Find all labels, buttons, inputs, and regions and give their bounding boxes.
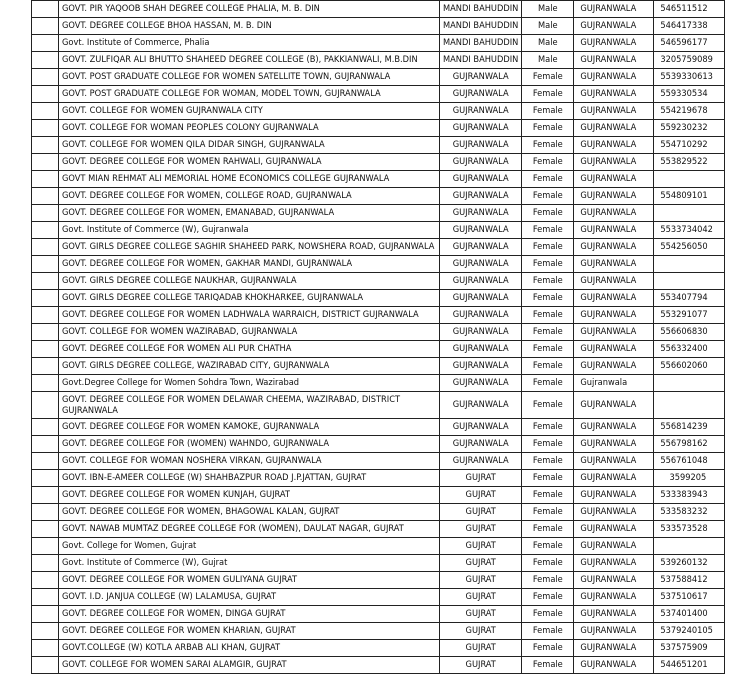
table-row <box>32 606 725 623</box>
table-row <box>32 392 725 419</box>
phone-cell <box>654 256 725 273</box>
row-index-cell <box>32 324 59 341</box>
table-row <box>32 555 725 572</box>
phone-cell: 556761048 <box>654 453 725 470</box>
phone-cell <box>654 205 725 222</box>
phone-cell: 539260132 <box>654 555 725 572</box>
region-cell: GUJRANWALA <box>574 555 654 572</box>
region-cell: GUJRANWALA <box>574 521 654 538</box>
row-index-cell <box>32 307 59 324</box>
gender-cell: Female <box>522 222 574 239</box>
district-cell: GUJRAT <box>440 606 522 623</box>
row-index-cell <box>32 273 59 290</box>
college-name-cell: Govt.Degree College for Women Sohdra Town, Wazirabad <box>59 375 440 392</box>
college-name-cell: GOVT. IBN-E-AMEER COLLEGE (W) SHAHBAZPUR ROAD J.P.JATTAN, GUJRAT <box>59 470 440 487</box>
college-name-cell: Govt. College for Women, Gujrat <box>59 538 440 555</box>
row-index-cell <box>32 572 59 589</box>
district-cell: GUJRANWALA <box>440 188 522 205</box>
row-index-cell <box>32 52 59 69</box>
gender-cell: Male <box>522 18 574 35</box>
region-cell: GUJRANWALA <box>574 256 654 273</box>
region-cell: GUJRANWALA <box>574 52 654 69</box>
row-index-cell <box>32 103 59 120</box>
region-cell: GUJRANWALA <box>574 86 654 103</box>
phone-cell: 554256050 <box>654 239 725 256</box>
table-row <box>32 657 725 674</box>
row-index-cell <box>32 419 59 436</box>
table-row <box>32 487 725 504</box>
table-row <box>32 239 725 256</box>
district-cell: GUJRANWALA <box>440 103 522 120</box>
gender-cell: Female <box>522 436 574 453</box>
gender-cell: Female <box>522 154 574 171</box>
phone-cell: 5533734042 <box>654 222 725 239</box>
region-cell: GUJRANWALA <box>574 205 654 222</box>
region-cell: GUJRANWALA <box>574 572 654 589</box>
table-row <box>32 341 725 358</box>
table-row <box>32 504 725 521</box>
table-row <box>32 436 725 453</box>
college-name-cell: GOVT. DEGREE COLLEGE FOR WOMEN KAMOKE, GUJRANWALA <box>59 419 440 436</box>
row-index-cell <box>32 606 59 623</box>
gender-cell: Female <box>522 657 574 674</box>
district-cell: GUJRAT <box>440 640 522 657</box>
college-name-cell: GOVT. DEGREE COLLEGE FOR WOMEN GULIYANA GUJRAT <box>59 572 440 589</box>
row-index-cell <box>32 504 59 521</box>
phone-cell: 537401400 <box>654 606 725 623</box>
phone-cell: 546417338 <box>654 18 725 35</box>
gender-cell: Female <box>522 623 574 640</box>
district-cell: GUJRANWALA <box>440 358 522 375</box>
row-index-cell <box>32 137 59 154</box>
region-cell: GUJRANWALA <box>574 154 654 171</box>
phone-cell: 544651201 <box>654 657 725 674</box>
gender-cell: Female <box>522 137 574 154</box>
row-index-cell <box>32 453 59 470</box>
gender-cell: Female <box>522 392 574 419</box>
gender-cell: Female <box>522 307 574 324</box>
phone-cell: 537575909 <box>654 640 725 657</box>
phone-cell: 537510617 <box>654 589 725 606</box>
gender-cell: Female <box>522 419 574 436</box>
district-cell: GUJRAT <box>440 521 522 538</box>
college-name-cell: GOVT. DEGREE COLLEGE FOR WOMEN, EMANABAD, GUJRANWALA <box>59 205 440 222</box>
region-cell: GUJRANWALA <box>574 504 654 521</box>
region-cell: GUJRANWALA <box>574 589 654 606</box>
region-cell: GUJRANWALA <box>574 623 654 640</box>
phone-cell: 554219678 <box>654 103 725 120</box>
college-name-cell: GOVT. DEGREE COLLEGE FOR WOMEN KHARIAN, GUJRAT <box>59 623 440 640</box>
table-row <box>32 623 725 640</box>
region-cell: Gujranwala <box>574 375 654 392</box>
gender-cell: Female <box>522 640 574 657</box>
district-cell: GUJRANWALA <box>440 375 522 392</box>
district-cell: GUJRANWALA <box>440 69 522 86</box>
gender-cell: Female <box>522 341 574 358</box>
row-index-cell <box>32 341 59 358</box>
college-name-cell: GOVT. DEGREE COLLEGE FOR WOMEN, COLLEGE ROAD, GUJRANWALA <box>59 188 440 205</box>
table-row <box>32 137 725 154</box>
table-row <box>32 419 725 436</box>
college-name-cell: GOVT. ZULFIQAR ALI BHUTTO SHAHEED DEGREE COLLEGE (B), PAKKIANWALI, M.B.DIN <box>59 52 440 69</box>
table-row <box>32 256 725 273</box>
table-row <box>32 1 725 18</box>
college-name-cell: GOVT. POST GRADUATE COLLEGE FOR WOMAN, MODEL TOWN, GUJRANWALA <box>59 86 440 103</box>
table-row <box>32 358 725 375</box>
gender-cell: Female <box>522 290 574 307</box>
district-cell: GUJRANWALA <box>440 419 522 436</box>
phone-cell: 556602060 <box>654 358 725 375</box>
district-cell: GUJRANWALA <box>440 436 522 453</box>
phone-cell: 533583232 <box>654 504 725 521</box>
region-cell: GUJRANWALA <box>574 120 654 137</box>
table-row <box>32 35 725 52</box>
district-cell: GUJRAT <box>440 657 522 674</box>
gender-cell: Female <box>522 572 574 589</box>
gender-cell: Female <box>522 375 574 392</box>
phone-cell <box>654 375 725 392</box>
table-row <box>32 453 725 470</box>
region-cell: GUJRANWALA <box>574 487 654 504</box>
gender-cell: Female <box>522 470 574 487</box>
region-cell: GUJRANWALA <box>574 453 654 470</box>
district-cell: GUJRANWALA <box>440 86 522 103</box>
region-cell: GUJRANWALA <box>574 222 654 239</box>
table-row <box>32 52 725 69</box>
row-index-cell <box>32 69 59 86</box>
district-cell: GUJRANWALA <box>440 273 522 290</box>
phone-cell: 533573528 <box>654 521 725 538</box>
row-index-cell <box>32 290 59 307</box>
table-row <box>32 154 725 171</box>
gender-cell: Female <box>522 205 574 222</box>
phone-cell: 559230232 <box>654 120 725 137</box>
gender-cell: Female <box>522 86 574 103</box>
row-index-cell <box>32 589 59 606</box>
district-cell: GUJRANWALA <box>440 341 522 358</box>
gender-cell: Female <box>522 171 574 188</box>
phone-cell: 554710292 <box>654 137 725 154</box>
college-name-cell: GOVT. GIRLS DEGREE COLLEGE TARIQADAB KHOKHARKEE, GUJRANWALA <box>59 290 440 307</box>
row-index-cell <box>32 256 59 273</box>
row-index-cell <box>32 375 59 392</box>
phone-cell: 553291077 <box>654 307 725 324</box>
row-index-cell <box>32 487 59 504</box>
college-name-cell: GOVT. DEGREE COLLEGE BHOA HASSAN, M. B. DIN <box>59 18 440 35</box>
gender-cell: Female <box>522 103 574 120</box>
row-index-cell <box>32 555 59 572</box>
district-cell: GUJRANWALA <box>440 120 522 137</box>
row-index-cell <box>32 392 59 419</box>
row-index-cell <box>32 188 59 205</box>
district-cell: MANDI BAHUDDIN <box>440 35 522 52</box>
region-cell: GUJRANWALA <box>574 307 654 324</box>
phone-cell <box>654 171 725 188</box>
gender-cell: Male <box>522 35 574 52</box>
region-cell: GUJRANWALA <box>574 358 654 375</box>
district-cell: GUJRANWALA <box>440 205 522 222</box>
gender-cell: Female <box>522 239 574 256</box>
district-cell: GUJRAT <box>440 470 522 487</box>
college-name-cell: GOVT. NAWAB MUMTAZ DEGREE COLLEGE FOR (WOMEN), DAULAT NAGAR, GUJRAT <box>59 521 440 538</box>
phone-cell: 556814239 <box>654 419 725 436</box>
college-name-cell: GOVT. GIRLS DEGREE COLLEGE SAGHIR SHAHEED PARK, NOWSHERA ROAD, GUJRANWALA <box>59 239 440 256</box>
region-cell: GUJRANWALA <box>574 436 654 453</box>
phone-cell: 537588412 <box>654 572 725 589</box>
region-cell: GUJRANWALA <box>574 290 654 307</box>
row-index-cell <box>32 436 59 453</box>
table-row <box>32 18 725 35</box>
district-cell: GUJRANWALA <box>440 222 522 239</box>
phone-cell: 546596177 <box>654 35 725 52</box>
table-row <box>32 171 725 188</box>
row-index-cell <box>32 538 59 555</box>
region-cell: GUJRANWALA <box>574 392 654 419</box>
row-index-cell <box>32 222 59 239</box>
gender-cell: Female <box>522 69 574 86</box>
gender-cell: Female <box>522 188 574 205</box>
college-name-cell: GOVT. GIRLS DEGREE COLLEGE, WAZIRABAD CITY, GUJRANWALA <box>59 358 440 375</box>
table-row <box>32 324 725 341</box>
district-cell: GUJRANWALA <box>440 324 522 341</box>
gender-cell: Female <box>522 273 574 290</box>
table-row <box>32 86 725 103</box>
table-row <box>32 205 725 222</box>
college-name-cell: Govt. Institute of Commerce (W), Gujrat <box>59 555 440 572</box>
college-name-cell: GOVT. DEGREE COLLEGE FOR WOMEN, DINGA GUJRAT <box>59 606 440 623</box>
phone-cell: 546511512 <box>654 1 725 18</box>
college-name-cell: GOVT. DEGREE COLLEGE FOR (WOMEN) WAHNDO, GUJRANWALA <box>59 436 440 453</box>
college-name-cell: GOVT. GIRLS DEGREE COLLEGE NAUKHAR, GUJRANWALA <box>59 273 440 290</box>
table-row <box>32 572 725 589</box>
phone-cell: 3599205 <box>654 470 725 487</box>
row-index-cell <box>32 470 59 487</box>
table-row <box>32 470 725 487</box>
district-cell: GUJRANWALA <box>440 256 522 273</box>
row-index-cell <box>32 120 59 137</box>
gender-cell: Male <box>522 52 574 69</box>
district-cell: GUJRAT <box>440 504 522 521</box>
district-cell: GUJRAT <box>440 487 522 504</box>
gender-cell: Female <box>522 521 574 538</box>
region-cell: GUJRANWALA <box>574 538 654 555</box>
college-name-cell: GOVT. DEGREE COLLEGE FOR WOMEN LADHWALA WARRAICH, DISTRICT GUJRANWALA <box>59 307 440 324</box>
college-table <box>31 0 725 674</box>
gender-cell: Female <box>522 453 574 470</box>
row-index-cell <box>32 154 59 171</box>
gender-cell: Female <box>522 504 574 521</box>
college-name-cell: GOVT. COLLEGE FOR WOMEN QILA DIDAR SINGH, GUJRANWALA <box>59 137 440 154</box>
table-row <box>32 188 725 205</box>
region-cell: GUJRANWALA <box>574 137 654 154</box>
college-name-cell: GOVT. DEGREE COLLEGE FOR WOMEN, GAKHAR MANDI, GUJRANWALA <box>59 256 440 273</box>
district-cell: GUJRANWALA <box>440 453 522 470</box>
college-name-cell: GOVT. DEGREE COLLEGE FOR WOMEN, BHAGOWAL KALAN, GUJRAT <box>59 504 440 521</box>
row-index-cell <box>32 18 59 35</box>
table-row <box>32 375 725 392</box>
row-index-cell <box>32 239 59 256</box>
college-table-body <box>32 1 725 674</box>
gender-cell: Female <box>522 120 574 137</box>
table-row <box>32 69 725 86</box>
phone-cell: 553829522 <box>654 154 725 171</box>
row-index-cell <box>32 640 59 657</box>
region-cell: GUJRANWALA <box>574 171 654 188</box>
district-cell: MANDI BAHUDDIN <box>440 18 522 35</box>
table-row <box>32 273 725 290</box>
phone-cell: 556606830 <box>654 324 725 341</box>
row-index-cell <box>32 171 59 188</box>
gender-cell: Female <box>522 606 574 623</box>
gender-cell: Female <box>522 538 574 555</box>
table-row <box>32 307 725 324</box>
region-cell: GUJRANWALA <box>574 69 654 86</box>
region-cell: GUJRANWALA <box>574 470 654 487</box>
region-cell: GUJRANWALA <box>574 640 654 657</box>
row-index-cell <box>32 86 59 103</box>
phone-cell: 556332400 <box>654 341 725 358</box>
gender-cell: Male <box>522 1 574 18</box>
district-cell: GUJRAT <box>440 572 522 589</box>
district-cell: GUJRANWALA <box>440 171 522 188</box>
phone-cell: 553407794 <box>654 290 725 307</box>
district-cell: GUJRANWALA <box>440 154 522 171</box>
college-name-cell: Govt. Institute of Commerce (W), Gujranwala <box>59 222 440 239</box>
phone-cell: 556798162 <box>654 436 725 453</box>
district-cell: GUJRAT <box>440 555 522 572</box>
region-cell: GUJRANWALA <box>574 188 654 205</box>
phone-cell <box>654 273 725 290</box>
region-cell: GUJRANWALA <box>574 657 654 674</box>
gender-cell: Female <box>522 324 574 341</box>
district-cell: GUJRAT <box>440 589 522 606</box>
region-cell: GUJRANWALA <box>574 606 654 623</box>
district-cell: GUJRAT <box>440 538 522 555</box>
district-cell: GUJRANWALA <box>440 392 522 419</box>
district-cell: MANDI BAHUDDIN <box>440 1 522 18</box>
table-row <box>32 538 725 555</box>
college-name-cell: GOVT. I.D. JANJUA COLLEGE (W) LALAMUSA, GUJRAT <box>59 589 440 606</box>
gender-cell: Female <box>522 555 574 572</box>
phone-cell <box>654 392 725 419</box>
region-cell: GUJRANWALA <box>574 273 654 290</box>
gender-cell: Female <box>522 358 574 375</box>
college-name-cell: GOVT. COLLEGE FOR WOMEN WAZIRABAD, GUJRANWALA <box>59 324 440 341</box>
district-cell: GUJRANWALA <box>440 307 522 324</box>
row-index-cell <box>32 1 59 18</box>
table-row <box>32 222 725 239</box>
row-index-cell <box>32 623 59 640</box>
table-row <box>32 589 725 606</box>
college-name-cell: GOVT MIAN REHMAT ALI MEMORIAL HOME ECONOMICS COLLEGE GUJRANWALA <box>59 171 440 188</box>
table-row <box>32 521 725 538</box>
row-index-cell <box>32 657 59 674</box>
phone-cell: 533383943 <box>654 487 725 504</box>
college-name-cell: GOVT. DEGREE COLLEGE FOR WOMEN DELAWAR CHEEMA, WAZIRABAD, DISTRICT GUJRANWALA <box>59 392 440 419</box>
phone-cell: 559330534 <box>654 86 725 103</box>
region-cell: GUJRANWALA <box>574 419 654 436</box>
phone-cell: 5379240105 <box>654 623 725 640</box>
district-cell: GUJRAT <box>440 623 522 640</box>
college-name-cell: GOVT. DEGREE COLLEGE FOR WOMEN ALI PUR CHATHA <box>59 341 440 358</box>
district-cell: GUJRANWALA <box>440 239 522 256</box>
college-name-cell: GOVT. COLLEGE FOR WOMAN PEOPLES COLONY GUJRANWALA <box>59 120 440 137</box>
row-index-cell <box>32 521 59 538</box>
gender-cell: Female <box>522 589 574 606</box>
table-row <box>32 120 725 137</box>
row-index-cell <box>32 358 59 375</box>
region-cell: GUJRANWALA <box>574 103 654 120</box>
phone-cell: 3205759089 <box>654 52 725 69</box>
district-cell: GUJRANWALA <box>440 137 522 154</box>
college-name-cell: GOVT. COLLEGE FOR WOMAN NOSHERA VIRKAN, GUJRANWALA <box>59 453 440 470</box>
region-cell: GUJRANWALA <box>574 324 654 341</box>
phone-cell: 5539330613 <box>654 69 725 86</box>
region-cell: GUJRANWALA <box>574 239 654 256</box>
college-name-cell: GOVT. DEGREE COLLEGE FOR WOMEN KUNJAH, GUJRAT <box>59 487 440 504</box>
row-index-cell <box>32 205 59 222</box>
college-name-cell: GOVT.COLLEGE (W) KOTLA ARBAB ALI KHAN, GUJRAT <box>59 640 440 657</box>
table-row <box>32 103 725 120</box>
table-row <box>32 290 725 307</box>
college-name-cell: GOVT. DEGREE COLLEGE FOR WOMEN RAHWALI, GUJRANWALA <box>59 154 440 171</box>
college-name-cell: GOVT. PIR YAQOOB SHAH DEGREE COLLEGE PHALIA, M. B. DIN <box>59 1 440 18</box>
region-cell: GUJRANWALA <box>574 1 654 18</box>
district-cell: GUJRANWALA <box>440 290 522 307</box>
table-row <box>32 640 725 657</box>
district-cell: MANDI BAHUDDIN <box>440 52 522 69</box>
phone-cell <box>654 538 725 555</box>
college-name-cell: GOVT. POST GRADUATE COLLEGE FOR WOMEN SATELLITE TOWN, GUJRANWALA <box>59 69 440 86</box>
phone-cell: 554809101 <box>654 188 725 205</box>
row-index-cell <box>32 35 59 52</box>
college-name-cell: GOVT. COLLEGE FOR WOMEN GUJRANWALA CITY <box>59 103 440 120</box>
gender-cell: Female <box>522 256 574 273</box>
region-cell: GUJRANWALA <box>574 18 654 35</box>
gender-cell: Female <box>522 487 574 504</box>
college-name-cell: GOVT. COLLEGE FOR WOMEN SARAI ALAMGIR, GUJRAT <box>59 657 440 674</box>
college-name-cell: Govt. Institute of Commerce, Phalia <box>59 35 440 52</box>
region-cell: GUJRANWALA <box>574 35 654 52</box>
region-cell: GUJRANWALA <box>574 341 654 358</box>
